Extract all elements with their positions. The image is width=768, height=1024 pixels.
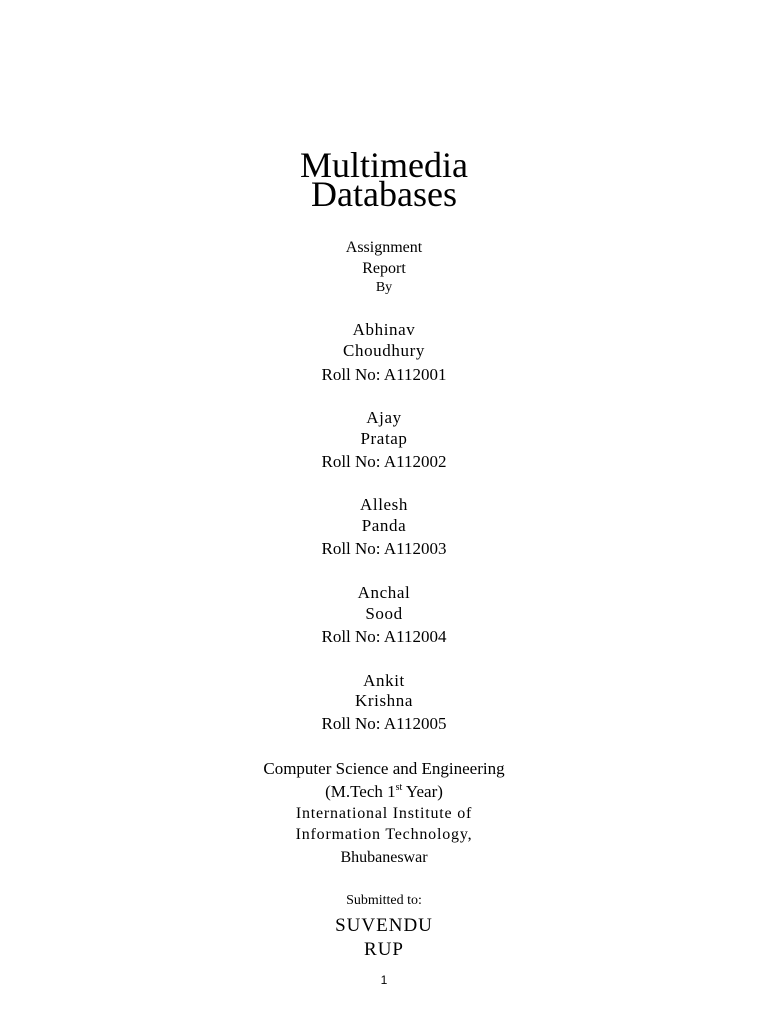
supervisor-name-line-2: RUP	[364, 939, 404, 960]
institute-line-3: Bhubaneswar	[340, 849, 428, 866]
subtitle-line-2: Report	[362, 260, 406, 277]
submitted-to-label: Submitted to:	[346, 893, 422, 908]
author-first-name: Anchal	[357, 583, 411, 602]
author-first-name: Abhinav	[352, 320, 416, 339]
author-roll-number: Roll No: A112003	[321, 539, 447, 558]
program-prefix: (M.Tech 1	[325, 782, 396, 801]
author-roll-number: Roll No: A112002	[321, 452, 447, 471]
author-first-name: Ankit	[363, 671, 405, 690]
subtitle-line-1: Assignment	[345, 239, 423, 256]
author-last-name: Choudhury	[343, 341, 425, 360]
page-number: 1	[380, 973, 388, 987]
program-year	[0, 783, 768, 800]
author-last-name: Sood	[365, 604, 403, 623]
author-first-name: Allesh	[360, 495, 408, 514]
author-last-name: Panda	[361, 516, 407, 535]
author-first-name: Ajay	[366, 408, 402, 427]
title-line-2: Databases	[311, 174, 457, 214]
program-suffix: Year)	[402, 782, 443, 801]
institute-line-2: Information Technology,	[295, 826, 473, 843]
supervisor-name-line-1: SUVENDU	[335, 915, 433, 936]
author-roll-number: Roll No: A112005	[321, 714, 447, 733]
author-roll-number: Roll No: A112001	[321, 365, 447, 384]
author-last-name: Krishna	[354, 691, 414, 710]
subtitle-by: By	[375, 280, 393, 295]
program-superscript: st	[395, 782, 403, 793]
author-roll-number: Roll No: A112004	[321, 627, 447, 646]
title-line-1: Multimedia	[300, 145, 468, 185]
author-last-name: Pratap	[360, 429, 408, 448]
institute-line-1: International Institute of	[295, 805, 473, 822]
department-name: Computer Science and Engineering	[263, 759, 505, 778]
